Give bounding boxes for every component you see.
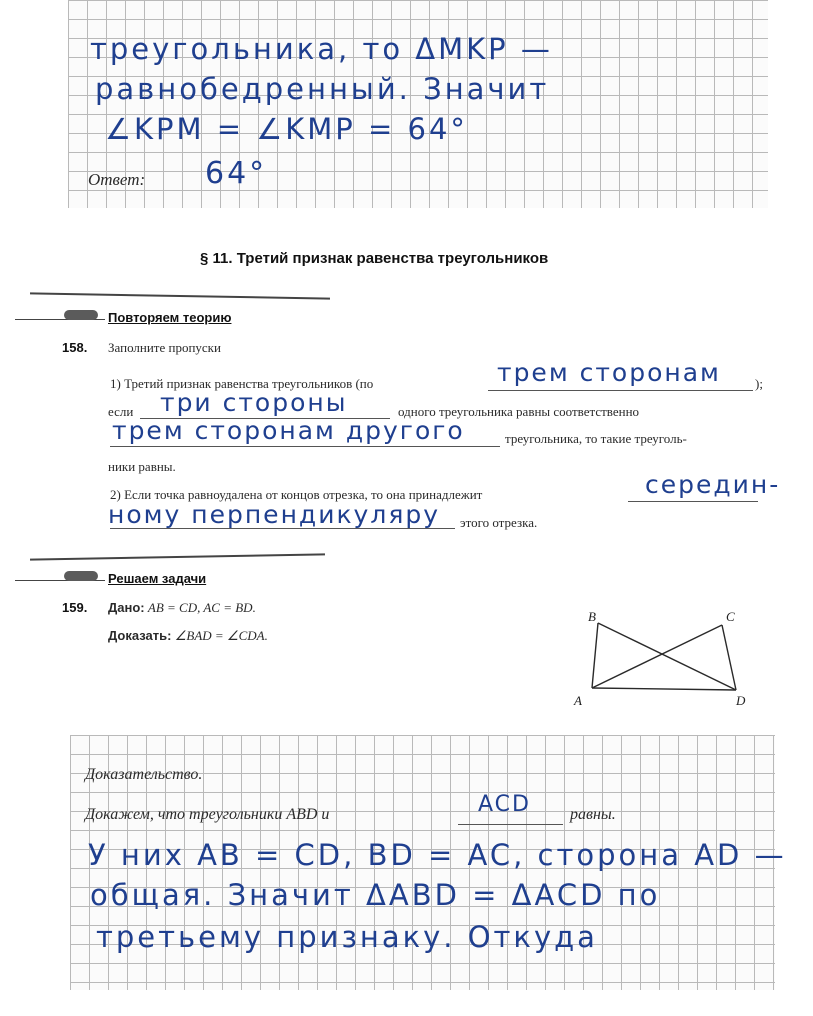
banner-rule <box>30 292 330 299</box>
handwritten-line-1: треугольника, то ΔMKP — <box>90 32 553 66</box>
proof-intro-end: равны. <box>570 806 616 823</box>
problems-banner <box>0 552 340 592</box>
problems-banner-label: Решаем задачи <box>108 571 207 586</box>
proof-intro-handwritten: ACD <box>478 792 531 817</box>
p1-blank-1 <box>488 390 753 391</box>
p1-start: 1) Третий признак равенства треугольников (по <box>110 376 374 391</box>
banner-pill-icon <box>64 310 98 320</box>
prove-line <box>108 628 268 644</box>
vertex-label-c: C <box>726 609 735 624</box>
quadrilateral-figure <box>570 605 760 710</box>
theory-banner-label: Повторяем теорию <box>108 310 232 325</box>
proof-line-3: третьему признаку. Откуда <box>96 920 598 954</box>
proof-heading: Доказательство. <box>85 766 203 783</box>
segment-bd <box>598 623 736 690</box>
p2-handwritten-answer-2: ному перпендикуляру <box>108 500 441 529</box>
given-label: Дано: <box>108 600 145 615</box>
banner-pill-icon <box>64 571 98 581</box>
p1-handwritten-answer-3: трем сторонам другого <box>112 416 465 445</box>
p2-start: 2) Если точка равноудалена от концов отрезка, то она принадлежит <box>110 487 483 502</box>
p1-handwritten-answer-2: три стороны <box>160 388 348 417</box>
segment-ad <box>592 688 736 690</box>
p1-last: ники равны. <box>108 459 176 474</box>
p1-handwritten-answer-1: трем сторонам <box>497 358 721 387</box>
p2-handwritten-answer-1: середин- <box>645 470 781 499</box>
p1-blank-3 <box>110 446 500 447</box>
handwritten-line-3: ∠KPM = ∠KMP = 64° <box>105 112 468 146</box>
task-number-159: 159. <box>62 600 88 615</box>
banner-rule <box>30 553 325 560</box>
answer-label: Ответ: <box>88 170 146 189</box>
given-line <box>108 600 256 616</box>
p1-after: треугольника, то такие треуголь- <box>505 431 687 446</box>
vertex-label-d: D <box>736 693 746 708</box>
prove-label: Доказать: <box>108 628 172 643</box>
segment-ab <box>592 623 598 688</box>
theory-banner <box>0 292 340 332</box>
p1-if: если <box>108 404 134 419</box>
task-number-158: 158. <box>62 340 88 355</box>
answer-value: 64° <box>205 156 268 191</box>
p2-end: этого отрезка. <box>460 515 538 530</box>
given-text: AB = CD, AC = BD. <box>147 600 256 615</box>
p1-end: ); <box>755 376 763 391</box>
proof-line-1: У них AB = CD, BD = AC, сторона AD — <box>88 838 787 872</box>
proof-line-2: общая. Значит ΔABD = ΔACD по <box>90 878 661 912</box>
proof-intro-start: Докажем, что треугольники ABD и <box>85 806 330 823</box>
vertex-label-a: A <box>574 693 582 708</box>
p1-mid: одного треугольника равны соответственно <box>398 404 640 419</box>
vertex-label-b: B <box>588 609 596 624</box>
section-title: § 11. Третий признак равенства треугольников <box>200 250 549 267</box>
segment-ac <box>592 625 722 688</box>
handwritten-line-2: равнобедренный. Значит <box>95 72 550 106</box>
task-158-text: Заполните пропуски <box>108 340 221 355</box>
segment-cd <box>722 625 736 690</box>
prove-text: ∠BAD = ∠CDA. <box>174 628 268 643</box>
p2-blank-1 <box>628 501 758 502</box>
proof-intro-blank <box>458 824 563 825</box>
